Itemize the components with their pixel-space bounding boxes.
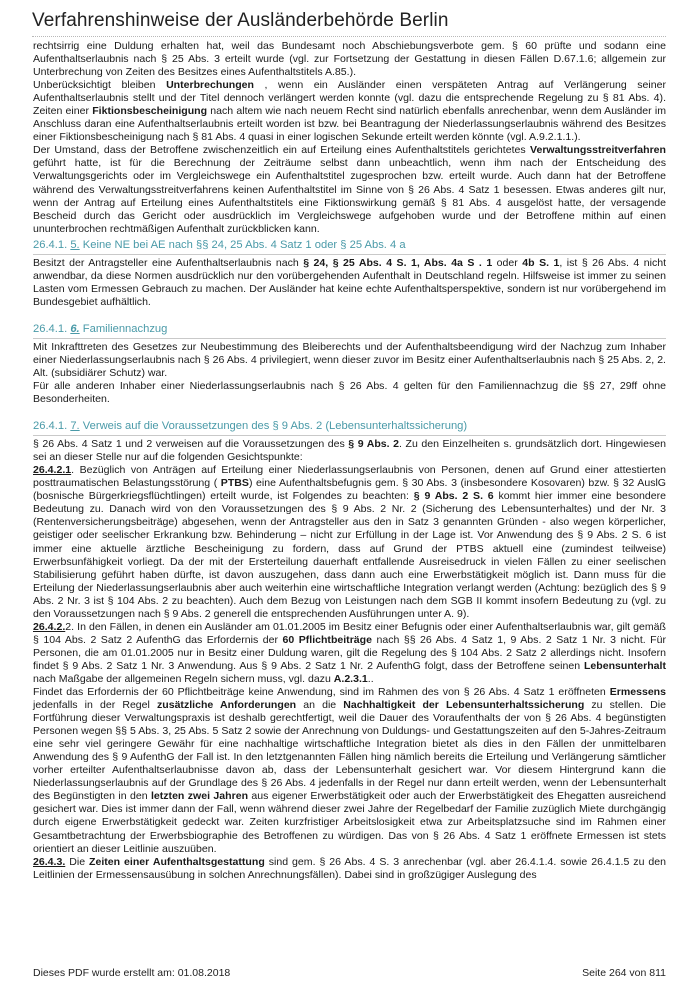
bold-term: Fiktionsbescheinigung [92, 105, 208, 118]
footer-created-date: Dieses PDF wurde erstellt am: 01.08.2018 [33, 967, 231, 979]
section-title: Keine NE bei AE nach §§ 24, 25 Abs. 4 Satz 1 oder § 25 Abs. 4 a [79, 238, 406, 251]
section-title: Familiennachzug [79, 322, 168, 335]
text: aus eigener Erwerbstätigkeit oder auch der Erwerbstätigkeit des Ehegatten ausreichend gesichert war. Dies ist immer dann der Fall, wenn während dieser zwei Jahre der Regelbedarf der Familie zuzüglich Miete durchgängig durch eigene Erwerbstätigkeit gedeckt war. Zeiten kurzfristiger Arbeitslosigkeit etwa zur Arbeitsplatzsuche sind im Rahmen einer Gesamtbetrachtung der Erwerbsbiographie des Betroffenen zu würdigen. Das von § 26 Abs. 4 Satz 1 eröffnete Ermessen ist stets orientiert an dieser Leitlinie auszuüben. [33, 790, 667, 855]
text: , wenn ein Ausländer einen verspäteten Antrag auf Verlängerung seiner Aufenthaltserlaubnis stellt und der Titel dennoch verlängert werden konnte (vgl. dazu die entsprechende Regelung zu § 81 Abs. 4). Zeiten einer [33, 79, 666, 118]
text: ) eine Aufenthaltsbefugnis gem. § 30 Abs. 3 (insbesondere Kosovaren) bzw. § 32 AuslG (bosnische Bürgerkriegsflüchtlingen) erteilt wurde, ist Folgendes zu beachten: [33, 477, 667, 503]
paragraph [33, 686, 666, 856]
paragraph [33, 257, 666, 309]
subsection-number: 26.4.3. [33, 855, 66, 868]
text: sind gem. § 26 Abs. 4 S. 3 anrechenbar (vgl. aber 26.4.1.4. sowie 26.4.1.5 zu den Leitlinien der Ermessensausübung in solchen Anrechnungsfällen). Dabei sind in großzügiger Auslegung des [33, 855, 666, 881]
text: Die [65, 855, 90, 868]
text: jedenfalls in der Regel [33, 699, 157, 712]
bold-term: Unterbrechungen [166, 79, 254, 92]
text: zu stellen. Die Fortführung dieser Verwaltungspraxis ist deshalb gerechtfertigt, weil die Dauer des Voraufenthalts der von § 26 Abs. 4 begünstigten Personen wegen §§ 5 Abs. 3, 25 Abs. 5 Satz 2 sowie der Anrechnung von Duldungs- und Gestattungszeiten auf den 5-Jahres-Zeitraum eine sehr viel geringere Gewähr für eine nachhaltige wirtschaftliche Integration bietet als dies in den Fällen der unmittelbaren Anwendung des § 9 AufenthG der Fall ist. In den letztgenannten Fällen hing nämlich bereits die Erteilung und Verlängerung sämtlicher vorher erteilter Aufenthaltserlaubnisse davon ab, dass der Lebensunterhalt gesichert war. Vor diesem Hintergrund kann die Niederlassungserlaubnis auf der Grundlage des § 26 Abs. 4 jedenfalls in der Regel nur dann erteilt werden, wenn der Lebensunterhalt des Begünstigten in den [33, 699, 666, 803]
subsection-number: 26.4.2. [33, 620, 66, 633]
bold-term: letzten zwei Jahren [150, 790, 249, 803]
paragraph [33, 464, 666, 621]
text: Besitzt der Antragsteller eine Aufenthaltserlaubnis nach [33, 256, 304, 269]
text: oder [492, 256, 523, 269]
text: .. [367, 672, 374, 685]
text: geführt hatte, ist für die Berechnung der Zeiträume selbst dann unbeachtlich, wenn ihm nach der Entscheidung des Verwaltungsgerichts oder im Vergleichswege ein Aufenthaltstitel zugesprochen bzw. erteilt wurde. Auch dann hat der Betroffene während des Verwaltungsstreitverfahrens keinen Aufenthaltstitel im Sinne von § 26 Abs. 4 Satz 1 besessen. Etwas anderes gilt nur, wenn der Antrag auf Erteilung eines Aufenthaltstitels eine Fiktionswirkung gemäß § 81 Abs. 4 ausgelöst hatte, der versagende Bescheid durch das Gericht oder ausdrücklich im Vergleichswege aufgehoben wurde und der Betroffene mithin auf einen ununterbrochen rechtmäßigen Aufenthalt zurückblicken kann. [33, 157, 666, 235]
section-number-link[interactable]: 6. [70, 322, 80, 335]
section-title: Verweis auf die Voraussetzungen des § 9 Abs. 2 (Lebensunterhaltssicherung) [79, 420, 468, 433]
bold-term: § 9 Abs. 2 [348, 438, 400, 451]
paragraph [33, 856, 666, 882]
text: nach §§ 26 Abs. 4 Satz 1, 9 Abs. 2 Satz 1 Nr. 3 nicht. Für Personen, die am 01.01.2005 nur in Besitz einer Duldung waren, gilt die Regelung des § 104 Abs. 2 Satz 2 allerdings nicht. Insofern findet § 9 Abs. 2 Satz 1 Nr. 3 Anwendung. Aus § 9 Abs. 2 Satz 1 Nr. 2 AufenthG folgt, dass der Betroffene seinen [33, 633, 666, 672]
bold-term: Verwaltungsstreitverfahren [530, 144, 666, 157]
bold-term: Zeiten einer Aufenthaltsgestattung [89, 855, 265, 868]
text: rechtsirrig eine Duldung erhalten hat, weil das Bundesamt noch Abschiebungsverbote gem. § 60 prüfte und sodann eine Aufenthaltserlaubnis nach § 25 Abs. 3 erteilt wurde (vgl. zur Fortsetzung der Gestattung in diesen Fällen D.67.1.6; allgemein zur Unterbrechung von Zeiten des Besitzes eines Aufenthaltstitels A.85.). [33, 40, 666, 79]
text: Mit Inkrafttreten des Gesetzes zur Neubestimmung des Bleiberechts und der Aufenthaltsbeendigung wird der Nachzug zum Inhaber einer Niederlassungserlaubnis nach § 26 Abs. 4 privilegiert, wenn dieser zuvor im Besitz einer Aufenthaltserlaubnis nach § 25 Abs. 2, 2. Alt. (subsidiärer Schutz) war. [33, 340, 666, 379]
bold-term: PTBS [220, 477, 249, 490]
section-heading-26-4-1-7[interactable] [33, 420, 666, 436]
bold-term: Ermessens [609, 686, 666, 699]
section-number: 26.4.1. [33, 322, 68, 335]
text: § 26 Abs. 4 Satz 1 und 2 verweisen auf die Voraussetzungen des [33, 438, 349, 451]
text: an die [296, 699, 344, 712]
text: kommt hier immer eine besondere Bedeutung zu. Danach wird von den Voraussetzungen des § 9 Abs. 2 Nr. 2 (Sicherung des Lebensunterhaltes) und der Nr. 3 (Rentenversicherungsbeiträge) abgesehen, wenn der Antragsteller aus den in Satz 3 genannten Gründen - also wegen körperlicher, geistiger oder seelischer Erkrankung bzw. Behinderung – nicht zur Erfüllung in der Lage ist. Vor Anwendung des § 9 Abs. 2 S. 6 ist immer eine aktuelle ärztliche Bescheinigung zu fordern, dass auf Grund der PTBS aktuell eine (zumindest teilweise) Erwerbsunfähigkeit vorliegt. Da der mit der Ersterteilung dauerhaft entfallende Ausreisedruck in vielen Fällen zu einer seelischen Stabilisierung geführt haben dürfte, ist davon auszugehen, dass dann auch eine Erwerbstätigkeit möglich ist. Dann muss für die Erteilung der Niederlassungserlaubnis aber auch weiterhin eine wirtschaftliche Integration verlangt werden (Achtung: bezüglich des § 9 Abs. 2 Nr. 3 ist § 104 Abs. 2 zu beachten). Auch dem Bezug von Leistungen nach dem SGB II kommt insofern Bedeutung zu (vgl. zu den Voraussetzungen nach § 9 Abs. 2 generell die entsprechenden Ausführungen unter A. 9). [33, 490, 666, 620]
text: . Zu den Einzelheiten s. grundsätzlich dort. Hingewiesen sei an dieser Stelle nur auf die folgenden Gesichtspunkte: [33, 438, 666, 464]
text: nach altem wie nach neuem Recht sind natürlich ebenfalls anrechenbar, wenn dem Ausländer im Anschluss daran eine Aufenthaltserlaubnis erteilt worden ist bzw. bei Beantragung der Niederlassungserlaubnis während des Besitzes einer Fiktionsbescheinigung nach § 81 Abs. 4 quasi in einer logischen Sekunde erteilt werden könnte (vgl. A.9.2.1.1.). [33, 105, 666, 144]
text: Der Umstand, dass der Betroffene zwischenzeitlich ein auf Erteilung eines Aufenthaltstitels gerichtetes [33, 144, 530, 157]
section-number-link[interactable]: 7. [70, 420, 80, 433]
paragraph [33, 40, 666, 79]
section-heading-26-4-1-6[interactable] [33, 323, 666, 339]
section-number-link[interactable]: 5. [70, 238, 80, 251]
section-number: 26.4.1. [33, 238, 68, 251]
document-body [33, 40, 666, 882]
bold-term: § 9 Abs. 2 S. 6 [413, 490, 494, 503]
section-heading-26-4-1-5[interactable] [33, 239, 666, 255]
paragraph [33, 79, 666, 144]
text: 2 [65, 620, 72, 633]
bold-term: Nachhaltigkeit der Lebensunterhaltssicherung [343, 699, 585, 712]
text: . Bezüglich von Anträgen auf Erteilung einer Niederlassungserlaubnis von Personen, denen auf Grund einer attestierten posttraumatischen Belastungsstörung ( [33, 464, 666, 490]
bold-term: Lebensunterhalt [583, 659, 666, 672]
bold-term: 60 Pflichtbeiträge [282, 633, 372, 646]
bold-term: zusätzliche Anforderungen [156, 699, 297, 712]
paragraph [33, 341, 666, 380]
paragraph [33, 144, 666, 235]
paragraph [33, 438, 666, 464]
text: Unberücksichtigt bleiben [33, 79, 167, 92]
subsection-number: 26.4.2.1 [33, 464, 72, 477]
paragraph [33, 621, 666, 686]
text: nach Maßgabe der allgemeinen Regeln sichern muss, vgl. dazu [33, 672, 334, 685]
bold-term: A.2.3.1 [333, 672, 368, 685]
text: , ist § 26 Abs. 4 nicht anwendbar, da diese Normen ausdrücklich nur den vorübergehenden Aufenthalt in Deutschland regeln. Hilfsweise ist immer zu seinen Lasten vom Ermessen Gebrauch zu machen. Der Ausländer hat keine echte Aufenthaltsperspektive, sondern ist nur vorübergehend im Bundesgebiet aufhältlich. [33, 256, 667, 308]
footer-page-number: Seite 264 von 811 [582, 967, 666, 979]
paragraph [33, 380, 666, 406]
bold-term: § 24, § 25 Abs. 4 S. 1, Abs. 4a S . 1 [303, 256, 493, 269]
text: . In den Fällen, in denen ein Ausländer am 01.01.2005 im Besitz einer Befugnis oder einer Aufenthaltserlaubnis war, gilt gemäß § 104 Abs. 2 Satz 2 AufenthG das Erfordernis der [33, 620, 666, 646]
page-title: Verfahrenshinweise der Ausländerbehörde Berlin [32, 10, 449, 31]
header-divider [32, 36, 666, 37]
text: Für alle anderen Inhaber einer Niederlassungserlaubnis nach § 26 Abs. 4 gelten für den Familiennachzug die §§ 27, 29ff ohne Besonderheiten. [33, 380, 666, 406]
section-number: 26.4.1. [33, 420, 68, 433]
bold-term: 4b S. 1 [522, 256, 560, 269]
text: Findet das Erfordernis der 60 Pflichtbeiträge keine Anwendung, sind im Rahmen des von § 26 Abs. 4 Satz 1 eröffneten [33, 686, 610, 699]
